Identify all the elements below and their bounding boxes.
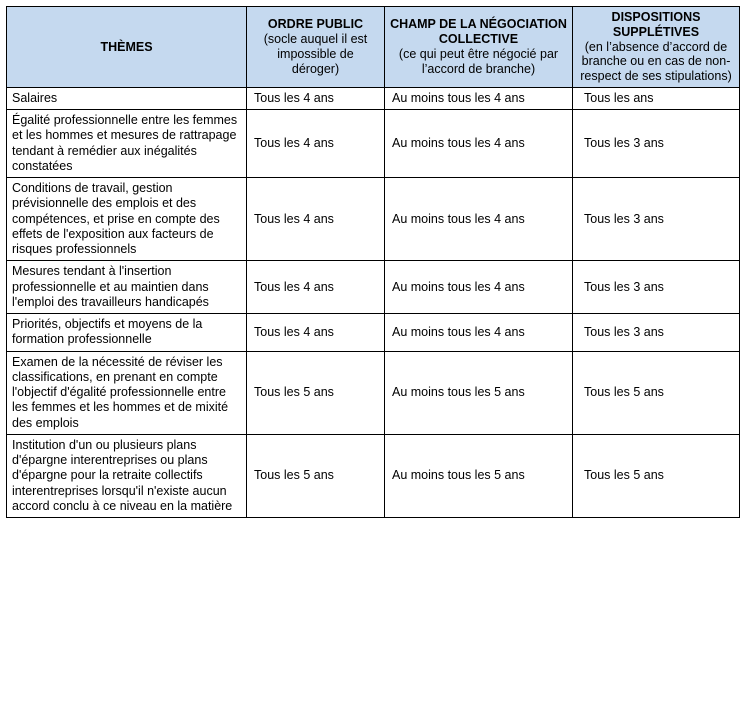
cell-champ: Au moins tous les 4 ans xyxy=(385,87,573,109)
table-row xyxy=(7,261,740,314)
cell-dispositions: Tous les 5 ans xyxy=(573,434,740,517)
column-header-themes: THÈMES xyxy=(7,7,247,88)
column-header-dispositions-title: DISPOSITIONS SUPPLÉTIVES xyxy=(611,10,701,39)
cell-ordre-public: Tous les 4 ans xyxy=(247,87,385,109)
column-header-champ-title: CHAMP DE LA NÉGOCIATION COLLECTIVE xyxy=(390,17,567,47)
cell-champ: Au moins tous les 5 ans xyxy=(385,434,573,517)
cell-dispositions: Tous les 5 ans xyxy=(573,351,740,434)
table-header xyxy=(7,7,740,88)
cell-champ: Au moins tous les 4 ans xyxy=(385,178,573,261)
cell-dispositions: Tous les 3 ans xyxy=(573,178,740,261)
cell-theme: Examen de la nécessité de réviser les classifications, en prenant en compte l'objectif d'égalité professionnelle entre les femmes et les hommes et de mixité des emplois xyxy=(7,351,247,434)
table-row xyxy=(7,314,740,352)
cell-champ: Au moins tous les 4 ans xyxy=(385,261,573,314)
table-row xyxy=(7,87,740,109)
table-row xyxy=(7,178,740,261)
cell-ordre-public: Tous les 5 ans xyxy=(247,351,385,434)
cell-ordre-public: Tous les 4 ans xyxy=(247,178,385,261)
cell-ordre-public: Tous les 4 ans xyxy=(247,314,385,352)
cell-theme: Conditions de travail, gestion prévisionnelle des emplois et des compétences, et prise en compte des effets de l'exposition aux facteurs de risques professionnels xyxy=(7,178,247,261)
table-body xyxy=(7,87,740,517)
column-header-ordre-public-title: ORDRE PUBLIC xyxy=(267,17,364,32)
column-header-dispositions-suppletives xyxy=(573,7,740,88)
cell-theme: Priorités, objectifs et moyens de la formation professionnelle xyxy=(7,314,247,352)
cell-dispositions: Tous les 3 ans xyxy=(573,314,740,352)
cell-champ: Au moins tous les 5 ans xyxy=(385,351,573,434)
cell-ordre-public: Tous les 4 ans xyxy=(247,261,385,314)
table-row xyxy=(7,434,740,517)
column-header-champ-negociation xyxy=(385,7,573,88)
cell-theme: Mesures tendant à l'insertion professionnelle et au maintien dans l'emploi des travailleurs handicapés xyxy=(7,261,247,314)
column-header-ordre-public-subtitle: (socle auquel il est impossible de déroger) xyxy=(263,32,368,76)
cell-dispositions: Tous les 3 ans xyxy=(573,110,740,178)
cell-theme: Salaires xyxy=(7,87,247,109)
cell-champ: Au moins tous les 4 ans xyxy=(385,110,573,178)
cell-theme: Institution d'un ou plusieurs plans d'épargne interentreprises ou plans d'épargne pour la retraite collectifs interentreprises lorsqu'il n'existe aucun accord conclu à ce niveau en la matière xyxy=(7,434,247,517)
column-header-ordre-public xyxy=(247,7,385,88)
cell-theme: Égalité professionnelle entre les femmes et les hommes et mesures de rattrapage tendant à remédier aux inégalités constatées xyxy=(7,110,247,178)
column-header-champ-subtitle: (ce qui peut être négocié par l’accord de branche) xyxy=(398,46,559,76)
negotiation-themes-table xyxy=(6,6,740,518)
cell-ordre-public: Tous les 5 ans xyxy=(247,434,385,517)
cell-dispositions: Tous les ans xyxy=(573,87,740,109)
table-row xyxy=(7,351,740,434)
table-row xyxy=(7,110,740,178)
cell-champ: Au moins tous les 4 ans xyxy=(385,314,573,352)
column-header-dispositions-subtitle: (en l’absence d’accord de branche ou en cas de non-respect de ses stipulations) xyxy=(580,39,732,83)
cell-ordre-public: Tous les 4 ans xyxy=(247,110,385,178)
cell-dispositions: Tous les 3 ans xyxy=(573,261,740,314)
table-header-row xyxy=(7,7,740,88)
